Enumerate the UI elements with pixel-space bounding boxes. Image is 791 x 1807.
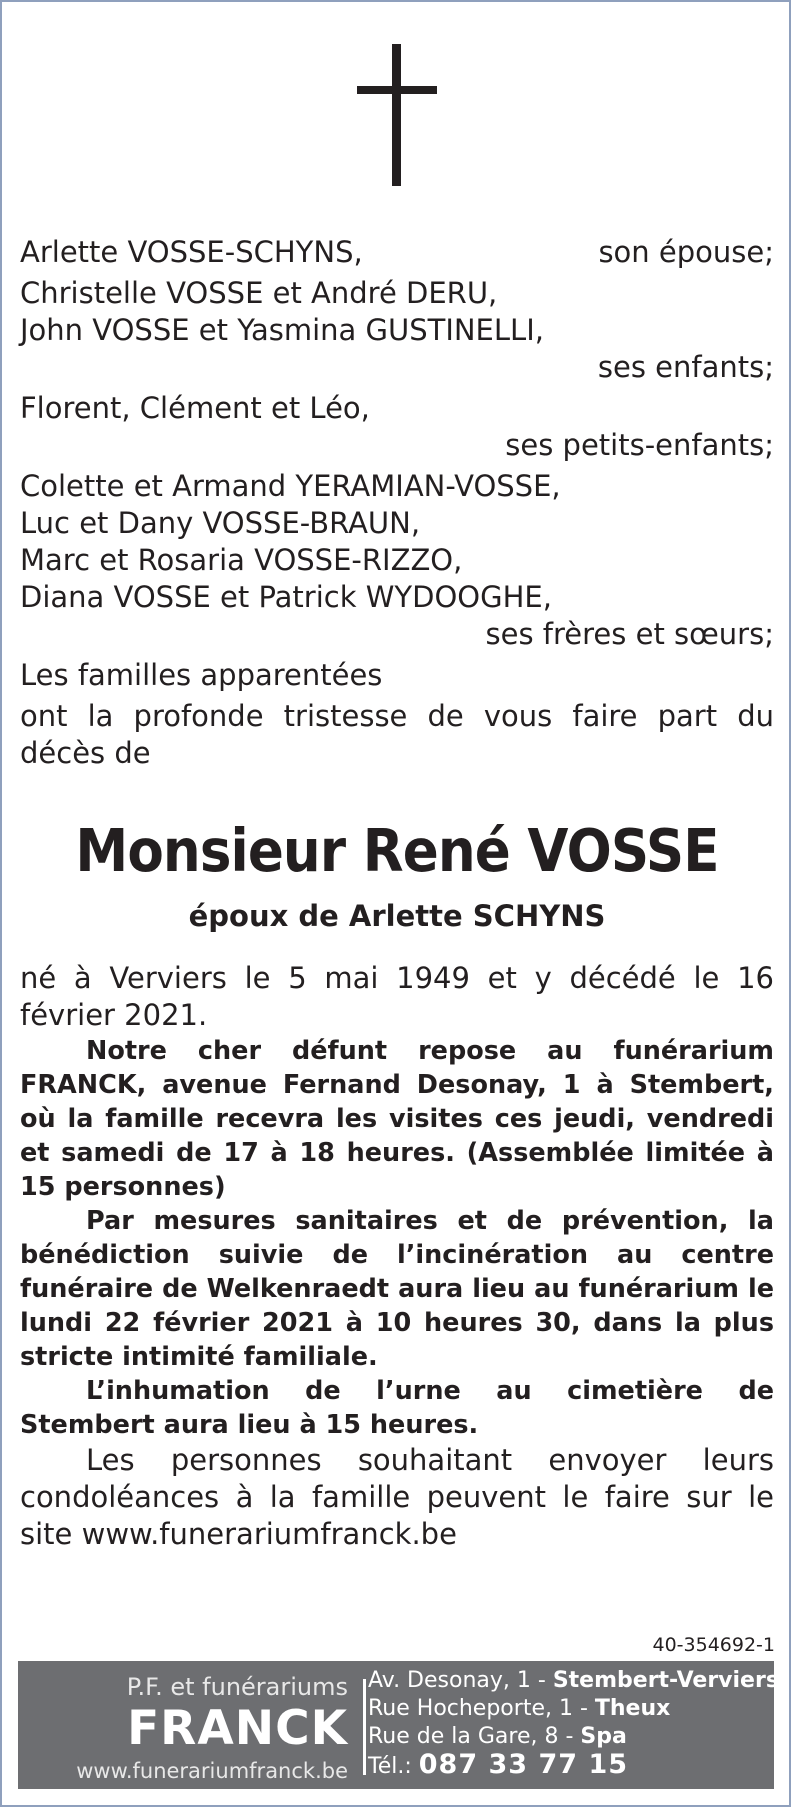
spouse-role: son épouse; [598,235,774,269]
siblings-line-2: Luc et Dany VOSSE-BRAUN, [20,506,421,540]
repose-info: Notre cher défunt repose au funérarium FRANCK, avenue Fernand Desonay, 1 à Stembert, où la famille recevra les visites ces jeudi, vendredi et samedi de 17 à 18 heures. (Assemblée limitée à 15 personnes) [20,1036,774,1202]
siblings-line-4: Diana VOSSE et Patrick WYDOOGHE, [20,580,552,614]
deceased-name: Monsieur René VOSSE [75,816,719,885]
children-role: ses enfants; [597,350,774,384]
obituary-text [20,234,774,1553]
children-line-2: John VOSSE et Yasmina GUSTINELLI, [20,313,544,347]
birth-death: né à Verviers le 5 mai 1949 et y décédé le 16 février 2021. [20,961,774,1032]
address-3: Rue de la Gare, 8 - Spa [368,1724,627,1749]
grandchildren-line: Florent, Clément et Léo, [20,391,370,425]
children-line-1: Christelle VOSSE et André DERU, [20,276,498,310]
siblings-line-3: Marc et Rosaria VOSSE-RIZZO, [20,543,463,577]
cross-icon [357,44,437,186]
reference-number: 40-354692-1 [652,1634,775,1656]
siblings-line-1: Colette et Armand YERAMIAN-VOSSE, [20,469,561,503]
pf-line: P.F. et funérariums [126,1673,348,1701]
condolences-info: Les personnes souhaitant envoyer leurs condoléances à la famille peuvent le faire sur le site www.funerariumfranck.be [20,1443,774,1551]
address-1: Av. Desonay, 1 - Stembert-Verviers [368,1668,779,1693]
deceased-spouse: époux de Arlette SCHYNS [188,899,606,933]
relatives-line: Les familles apparentées [20,658,383,692]
addresses [368,1667,779,1781]
burial-info: L’inhumation de l’urne au cimetière de Stembert aura lieu à 15 heures. [20,1376,774,1440]
brand-logo: FRANCK [127,1701,348,1756]
phone-number[interactable]: 087 33 77 15 [418,1749,629,1780]
telephone: Tél.: 087 33 77 15 [368,1749,629,1780]
announcement: ont la profonde tristesse de vous faire part du décès de [20,699,774,770]
funeral-home-footer [18,1661,779,1789]
footer-divider [363,1679,366,1775]
grandchildren-role: ses petits-enfants; [505,428,774,462]
address-2: Rue Hocheporte, 1 - Theux [368,1696,671,1721]
siblings-role: ses frères et sœurs; [485,617,774,651]
spouse-name: Arlette VOSSE-SCHYNS, [20,235,363,269]
spouse-line [20,234,774,271]
website-link[interactable]: www.funerariumfranck.be [76,1759,348,1783]
ceremony-info: Par mesures sanitaires et de prévention, la bénédiction suivie de l’incinération au centre funéraire de Welkenraedt aura lieu au funérarium le lundi 22 février 2021 à 10 heures 30, dans la plus stricte intimité familiale. [20,1206,774,1372]
